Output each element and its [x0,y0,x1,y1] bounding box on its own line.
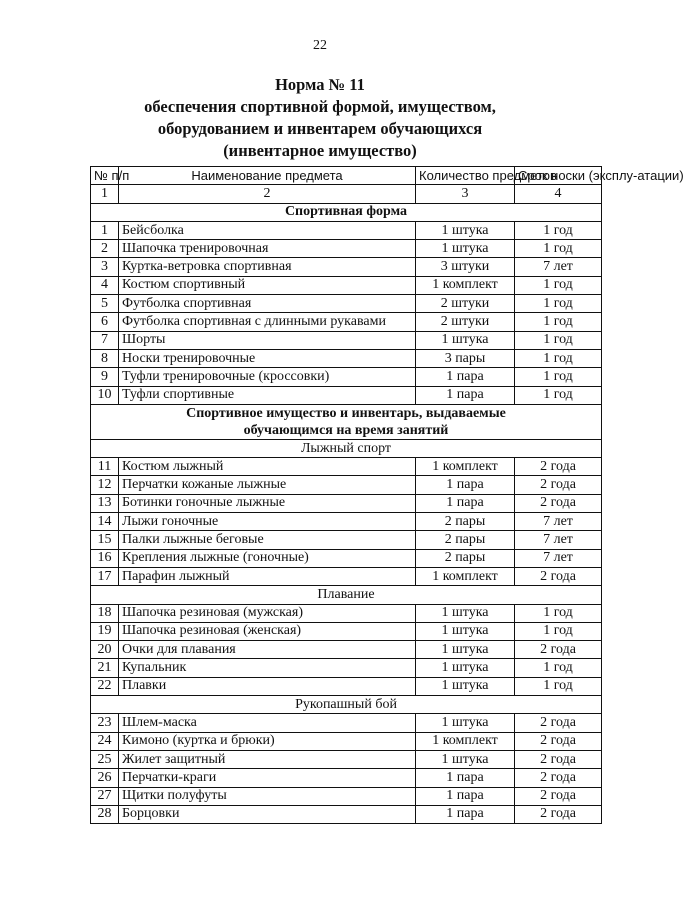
item-quantity: 2 пары [416,513,515,531]
row-number: 13 [91,494,119,512]
row-number: 26 [91,769,119,787]
item-quantity: 2 штуки [416,295,515,313]
item-term: 7 лет [515,258,602,276]
subsection-swim-label: Плавание [91,586,602,604]
row-number: 5 [91,295,119,313]
title-line: (инвентарное имущество) [223,141,417,160]
item-term: 1 год [515,368,602,386]
item-quantity: 2 пары [416,549,515,567]
row-number: 11 [91,458,119,476]
row-number: 2 [91,240,119,258]
row-number: 6 [91,313,119,331]
item-name: Кимоно (куртка и брюки) [119,732,416,750]
table-row [91,732,602,750]
item-name: Бейсболка [119,221,416,239]
item-name: Куртка-ветровка спортивная [119,258,416,276]
row-number: 28 [91,805,119,823]
item-term: 1 год [515,240,602,258]
title-line: обеспечения спортивной формой, имуществом, [144,97,496,116]
item-quantity: 3 пары [416,349,515,367]
item-quantity: 1 штука [416,240,515,258]
row-number: 27 [91,787,119,805]
item-term: 1 год [515,221,602,239]
item-name: Футболка спортивная [119,295,416,313]
table-row [91,769,602,787]
column-number-row [91,185,602,203]
item-name: Борцовки [119,805,416,823]
section-equipment-label [91,404,602,439]
item-quantity: 1 пара [416,805,515,823]
item-quantity: 1 пара [416,386,515,404]
table-row [91,240,602,258]
item-term: 2 года [515,714,602,732]
table-row [91,677,602,695]
table-row [91,476,602,494]
table-row [91,604,602,622]
table-row [91,549,602,567]
row-number: 3 [91,258,119,276]
row-number: 20 [91,641,119,659]
row-number: 22 [91,677,119,695]
table-row [91,567,602,585]
col-number: 1 [91,185,119,203]
title-line: оборудованием и инвентарем обучающихся [157,119,483,138]
table-row [91,295,602,313]
item-term: 1 год [515,349,602,367]
item-name: Туфли тренировочные (кроссовки) [119,368,416,386]
item-quantity: 1 штука [416,604,515,622]
item-quantity: 1 комплект [416,732,515,750]
item-quantity: 1 пара [416,494,515,512]
row-number: 19 [91,622,119,640]
item-term: 7 лет [515,531,602,549]
table-row [91,349,602,367]
row-number: 25 [91,750,119,768]
row-number: 15 [91,531,119,549]
row-number: 12 [91,476,119,494]
item-name: Туфли спортивные [119,386,416,404]
item-quantity: 1 пара [416,769,515,787]
subsection-combat [91,696,602,714]
table-row [91,805,602,823]
col-number: 4 [515,185,602,203]
item-term: 2 года [515,494,602,512]
table-row [91,714,602,732]
page-number: 22 [313,38,327,53]
header-num: № п/п [91,167,119,185]
table-row [91,331,602,349]
item-term: 2 года [515,476,602,494]
item-quantity: 1 штука [416,221,515,239]
table-row [91,221,602,239]
item-name: Очки для плавания [119,641,416,659]
item-name: Шорты [119,331,416,349]
section-equipment [91,404,602,439]
section-sport-form-label: Спортивная форма [91,203,602,221]
item-term: 2 года [515,458,602,476]
row-number: 8 [91,349,119,367]
item-term: 2 года [515,750,602,768]
item-term: 1 год [515,622,602,640]
table-row [91,386,602,404]
row-number: 9 [91,368,119,386]
item-term: 2 года [515,769,602,787]
item-name: Перчатки кожаные лыжные [119,476,416,494]
table-row [91,258,602,276]
header-row [91,167,602,185]
header-name: Наименование предмета [119,167,416,185]
header-qty: Количество предметов [416,167,515,185]
section-equipment-text: обучающимся на время занятий [243,422,449,438]
item-quantity: 1 пара [416,368,515,386]
item-quantity: 1 штука [416,622,515,640]
table-row [91,659,602,677]
item-term: 1 год [515,276,602,294]
header-term: Срок носки (эксплу-атации) [515,167,602,185]
table-row [91,787,602,805]
section-equipment-text: Спортивное имущество и инвентарь, выдаваемые [186,405,506,421]
item-quantity: 1 комплект [416,276,515,294]
row-number: 1 [91,221,119,239]
item-name: Плавки [119,677,416,695]
item-quantity: 1 комплект [416,567,515,585]
item-term: 2 года [515,805,602,823]
item-name: Парафин лыжный [119,567,416,585]
item-term: 1 год [515,386,602,404]
table-row [91,368,602,386]
item-name: Шапочка резиновая (мужская) [119,604,416,622]
item-name: Шапочка резиновая (женская) [119,622,416,640]
item-quantity: 1 пара [416,787,515,805]
row-number: 14 [91,513,119,531]
row-number: 18 [91,604,119,622]
norm-table [90,166,684,824]
item-quantity: 1 штука [416,677,515,695]
table-row [91,531,602,549]
item-term: 7 лет [515,513,602,531]
item-quantity: 3 штуки [416,258,515,276]
item-name: Ботинки гоночные лыжные [119,494,416,512]
item-quantity: 1 штука [416,750,515,768]
row-number: 24 [91,732,119,750]
table-row [91,750,602,768]
item-quantity: 1 штука [416,714,515,732]
table-row [91,313,602,331]
item-quantity: 1 штука [416,659,515,677]
item-quantity: 1 штука [416,641,515,659]
table-row [91,276,602,294]
subsection-combat-label: Рукопашный бой [91,696,602,714]
section-sport-form [91,203,602,221]
table-row [91,641,602,659]
subsection-swim [91,586,602,604]
item-term: 1 год [515,295,602,313]
item-quantity: 1 штука [416,331,515,349]
table-row [91,494,602,512]
item-term: 7 лет [515,549,602,567]
item-name: Крепления лыжные (гоночные) [119,549,416,567]
item-quantity: 1 пара [416,476,515,494]
item-term: 1 год [515,677,602,695]
item-name: Футболка спортивная с длинными рукавами [119,313,416,331]
item-quantity: 2 штуки [416,313,515,331]
table-row [91,458,602,476]
item-term: 1 год [515,331,602,349]
item-name: Жилет защитный [119,750,416,768]
row-number: 4 [91,276,119,294]
item-term: 2 года [515,732,602,750]
row-number: 21 [91,659,119,677]
subsection-ski-label: Лыжный спорт [91,439,602,457]
item-term: 1 год [515,659,602,677]
item-term: 1 год [515,313,602,331]
table-row [91,513,602,531]
item-name: Костюм спортивный [119,276,416,294]
row-number: 23 [91,714,119,732]
item-name: Палки лыжные беговые [119,531,416,549]
item-quantity: 1 комплект [416,458,515,476]
item-term: 1 год [515,604,602,622]
item-name: Щитки полуфуты [119,787,416,805]
item-term: 2 года [515,787,602,805]
table-row [91,622,602,640]
item-name: Шапочка тренировочная [119,240,416,258]
item-name: Перчатки-краги [119,769,416,787]
document-title [0,74,640,162]
item-name: Лыжи гоночные [119,513,416,531]
item-term: 2 года [515,567,602,585]
row-number: 7 [91,331,119,349]
title-line: Норма № 11 [275,75,365,94]
col-number: 2 [119,185,416,203]
item-name: Шлем-маска [119,714,416,732]
row-number: 16 [91,549,119,567]
col-number: 3 [416,185,515,203]
item-term: 2 года [515,641,602,659]
item-name: Костюм лыжный [119,458,416,476]
item-name: Купальник [119,659,416,677]
row-number: 10 [91,386,119,404]
item-name: Носки тренировочные [119,349,416,367]
item-quantity: 2 пары [416,531,515,549]
row-number: 17 [91,567,119,585]
subsection-ski [91,439,602,457]
